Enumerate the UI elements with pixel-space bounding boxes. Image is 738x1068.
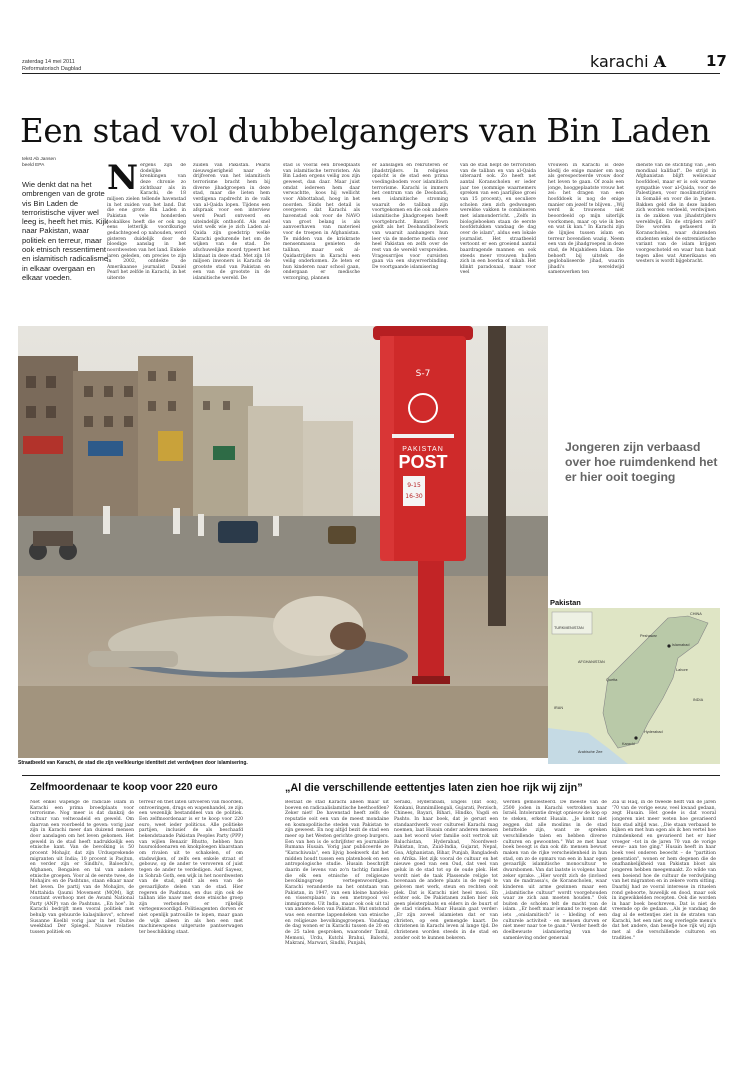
subsection-2-column-4: Zia ul Haq, in de tweede helft van de jaren '70 van de vorige eeuw, veel kwaad gedaan, zegt Husain. Het goede is dat vooral jongeren niet meer weten hoe gevarieerd hun stad altijd was. ,,Die staan verbaasd te kijken en met hun ogen als ik hen vertel hoe ruimdenkend en gevarieerd het er hier vroeger –tot in de jaren 70 van de vorige eeuw– aan toe ging." Husain heeft in haar boek veel onderen beoecht – de "partition generation", wonen er hem degenen die de onafhankelijkheid van Pakistan bloot als jongeren hebben meegemaakt. Zo wilde van een boeiend hoe de cultuur de verdwijning van het migranten en in zekere vorm sitting. Daarbij had ze vooral interesse in rituelen rond geboorte, huwelijk en dood, maar ook in ingewikkelden recepten. Ook die worden in haar boek beschreven. Dat is niet de vreemde op de gedaan. ,,Als je vandaag de dag al de eettentjes ziet in de straten van Karachi, het een niet nog overlegde menu's dat het andere, dan besefje hoe rijk wij zijn met al die verschillende culturen en tradities." [612,800,716,941]
mailbox-number: S-7 [415,369,431,379]
section-name: karachi [590,52,649,71]
subsection-2-column-1: Bestaat de stad Karachi alleen maar uit boeven en radicaalislamitische heethoofden? Zeker niet! De havenstad heeft zelfs de reputatie ooit een van de meest mondaine en kosmopolitische steden van Pakistan te zijn geweest. En nog altijd bezit de stad een meer op het Westen gerichte groep burgers. Een van hen is de schrijfster en journaliste Rumana Husain. Vorig jaar publiceerde ze "Karachiwala", een lijvig boekwerk dat het midden houdt tussen een platenboek en een antropologische studie. Husain beschrijft daarin de levens van zo'n tachtig families die elk een etnische of religieuze bevolkingsgroep vertegenwoordigen. Karachi veranderde na het ontstaan van Pakistan, in 1947, van een kleine handels- en vissersplaats in een metropool vol immigranten. Uit India, maar ook ook uit tal van andere delen van Pakistan. Wat ontstond was een enorme lappendeken van etnische en religieuze bevolkingsgroepen. Vandaag de dag wonen er in Karachi tussen de 20 en de 25 talen gesproken, waaronder Tamil, Memoni, Urdu, Kutchi Brahui, Balochi, Makrani, Marwari, Sindhi, Punjabi, [285,800,389,947]
article-column-1 [107,163,186,323]
map-label-arabian-sea: Arabische Zee [578,750,603,754]
date: zaterdag 14 mei 2011 [22,59,75,65]
credit [22,157,56,169]
street-photo-graphic [18,326,548,758]
subsection-1-column-2: terreur en thet laten uitvoeren van moorden, ontvoeringen, drugs en wapenhandel, ze zijn een wezenlijk bestanddeel van de politiek. Een zelfmoordenaar is er te koop voor 220 euro, weet ieder politicus. Alle politieke partijen, inclusief de als beschaafd bekendstaande Pakistan Peoples Party (PPP) van wijlen Benazir Bhutto, hebben hun huursoldoenaren en knokploegen klaarstaan om rivalen uit te schakelen, of om stadswijken, of zelfs een enkele straat of gebouw, op de ander te veroveren of juist tegen de ander te verdedigen. Asif Sayeez, in Sohrab Goth, een wijk in het noordwesten van de stad, geldt als een van de gevaarlijkste delen van de stad. Hier regeren de Pashtuns, en dus zijn ook de taliban idie naaw met deze etnische groep zijn verbonden er rijkelijk vertegenwoordigd. Politieagenten dorven er niet openlijk patrouille te lopen, maar gaan de wijk alleen in als hen een met machinewapens uitgeruste pantserwagen ter beschikking staat. [139,800,243,936]
article-column-7: dienste van de stichting van ,,een mondiaal kalifaat". De strijd in Afghanistan blijft weliswaar hoofddoel, maar er is ook warme sympathie voor al-Qaida, voor de Palestijnen, voor moslimstrijders in Somalië en voor die in Jemen. Bakken geld die in deze landen zich worden verdeeld, verdwijnen in de zakken van jihadstrijders wereldwijd. En de strijders zelf? Die worden gefaseerd in Koranscholen, waar duizenden studenten enkel de extremistische variant van de islam krijgen voorgeschoteld en waar hun haat tegen alles wat Amerikaans en westers is wordt bijgebracht. [636,163,716,265]
mailbox-title: POST [398,452,448,472]
headline: Een stad vol dubbelgangers van Bin Laden [20,112,711,150]
section-label [590,52,666,71]
drop-cap: N [107,163,139,198]
article-column-5: van de stad helpt de terroristen van de taliban en van al-Qaida uiteraard ook. Zo heeft net aantal Koranscholen er ieder jaar toe (sommige waarnemers spreken van een jaarlijkse groei van 15 procent), en seculiere scholen zien zich gedwongen wereldse vakken te combineren met islamonderricht. ,,Zelfs in biologieboeken staan de eerste hoofdstukken vandaag de dag over de islam", aldus een lokale journalist. Het straatbeeld vertoont er een groeiend aantal baardragende mannen en ook steeds meer vrouwen hullen zich in een boerka of nikab. Het klinkt paradoxaal, maar voor veel [460,163,536,276]
header-rule [22,73,720,74]
subsection-2-title: „Al die verschillende eettentjes laten zien hoe rijk wij zijn” [285,782,583,794]
map-label-karachi: Karachi [622,742,635,746]
photo-caption: Straatbeeld van Karachi, de stad die zijn veelkleurige identiteit ziet verdwijnen door islamisering. [18,760,248,766]
credit-photo: beeld EPA [22,163,45,168]
map-label-turkmenistan: TURKMENISTAN [554,626,584,630]
pakistan-map-graphic [548,598,720,764]
pakistan-map [548,598,720,764]
lower-rule [22,775,720,776]
map-label-china: CHINA [690,612,702,616]
map-label-quetta: Quetta [606,678,618,682]
map-label-islamabad: Islamabad [672,643,690,647]
map-label-hyderabad: Hyderabad [644,730,663,734]
map-label-india: INDIA [693,698,704,702]
article-column-2: zuiden van Pakistan. Pearls nieuwsgierigheid naar de drijfveren van het islamitisch terrorisme bracht hem bij diverse jihadgroepen in deze stad, maar die lieten hem verdigena rapdrecht in de valk van al-Qaida lopen. Tijdens een afspraak voor een interview werd Pearl ontvoerd en uiteindelijk onthoofd. Als snel wist welk wie je zich Laden al-Qaida zijn goedstrip welke Karachi gedurende het om de wijken van de stad. De afschuwelijke moord typeert het klimaat in deze stad. Met zijn 18 miljoen inwoners is Karachi de grootste stad van Pakistan en een van de grootste in de islamitische wereld. De [193,163,270,282]
date-block [22,59,81,72]
map-title: Pakistan [550,598,581,607]
section-mark: A [653,52,667,71]
paper-name: Reformatorisch Dagblad [22,65,82,72]
mailbox-brand: PAKISTAN [402,446,444,453]
subsection-1-column-1: Niet enkel wapenge de radicale islam in Karachi een prima broedplaats voor terrorisme. Nog meer is dat dankzij de cultuur van veltwoadeid en geweld. Om daarvan een voorbeeld te geven: vorig jaar zijn in Karachi meer dan duizend mensen door aanslagen om het leven gekomen. Het geweld in de stad heeft nadrukkelijk een etnische kant. Van de bevolking is 50 procent Mohajir, dat zijn Urdusprekende migranten uit India; 10 procent is Pasjtun, en verder zijn er Sindhi's, Baloechi's, Afghanen, Bengalen en tal van andere etnische groepen. Voor al de eerste twee, de Mohajirs en de Pashtuns, staan elkaar naar het leven. De partij van de Mohajirs, de Muttahida Qaumi Movement (MQM), ligt constant overhoop met de Awami National Party (ANP) van de Pashtuns. ,,En hoe". In Karachi bedrijft men vooral politiek met behulp van gehuurde kalasjnikovs", schreef Susanne Koelbl vorig jaar in het Duitse weekblad Der Spiegel. Nauwe relaties tussen politiek en [30,800,134,936]
credit-text: tekst Ab Jansen [22,157,56,162]
article-column-6: vrouwen in Karachi is deze kledij de enige manier om nog als gerespecteerde vrouw door het leven te gaan. Of zoals een jonge, hooggeplaatste vrouw het zei: het dragen van een hoofddoek is nog de enige manier om jezelf te blijven. ,,Wij werd ik trouwens niet beoordeeld op mijn uiterlijk voorkomen, maar op wie ik ben en wat ik kan." In Karachi zijn de lijnjies tussen islam en terreur bovendien wazig. Neem een van de jihadgroepen in deze stad, de Mujahideen Islam. Die behoeft bij uitstek de geglobaliseerde jihad, waarin jihadi's wereldwijd samenwerken ten [548,163,624,276]
pull-quote: Jongeren zijn verbaasd over hoe ruimdenkend het er hier ooit toeging [565,440,718,484]
subsection-2-column-3: werden gemolesteerd. De meeste van de 2500 joden in Karachi vertrokken naar Israël. Intolerantie dreigt opnieuw de kop op te steken, erkent Husain. ,,Je komt niet zeggen dat alle moslims in de stad betuttelde zijn, want ze spreken verschillende talen en hebben diverse culturen en gewoonten." Wat ze met haar boek beoogt is dan ook dit: mensen bewust maken van de rijke verscheidenheid in hun stad, om zo de opmars van een in haar ogen gevaarlijk islamitische monocultuur te dwarsbomen. Van dat laatste is volgens haar zeker sprake. ,,Hier wordt zich de (invloed van de madrassa's, de Koranscholen, waar kinderen uit arme gezinnen maar een ,,islamitische cultuur" wordt voorgehouden waar ze zich aan moeten houden." Ook buiten de scholen telt de macht van de islam. ,,Er hoeft maar iemand te roepen dat iets ,,onislamitisch" is - kleding of een culturele activiteit - en mensen durven er niet meer naar toe te gaan." Verder heeft de doelbewuste islamisering van de samenleving onder generaal [503,800,607,941]
article-column-4: er aanslagen en rekruteren er jihadstrijders. In religieus opzicht is de stad een prima voedingsbodem voor islamitisch terrorisme. Karachi is immers het centrum van de Deobandi, een islamitische stroming waaruit de taliban zijn voortgekomen en die ook andere islamitische jihadgroepen heeft voortgebracht. Banuri Town geldt als het Deobandibolwerk van waaruit aanhangers hun leer via de moderne media over heel Pakistan en zelfs over de rest van de wereld verspreiden. Vrageusrrijes voor cursisten gaan via een sluyerverbinding. De voortgaande islamisering [372,163,448,270]
street-photo [18,326,548,758]
subsection-2-column-2: Seraiki, Hyderabadi, Engels (dat ook), Konkani, Bunnimillengali, Gujarati, Perzisch, Chinees, Bayari, Bihari, Hindko, Vagdi en Pashto. In haar boek, dat je gerust een standaardwerk voor cultureel Karachi mag noemen, laat Husain onder anderen mensen aan het woord wier familie ooit vertrok uit Baluchistan, Hyderabad, Noordwest-Pakistan, Iran, Zuid-India, Gujarat, Nepal, Goa, Afghanistan, Bihar, Punjab, Bangladesh en Afrika. Het zijk vooral de cultuur en het nieuwe goed van een Oud, dat veel van geluk in de stad tot op de oude plek. Het wordt niet de taak Plassende religie tot bovenaan de andere plaats in de regel te geloven met werk, steun en rechten ooit plek. Dat is Karachi niet heel mooi. En echter ook. De Pakistanen zullen hier ook geen pleisterplaats en elders in de buurt of de stad vinden. Maar Husain gaat verder: ,,Er zijn zoveel islamieten dat er van christen, op een gemengde kaart. De christenen in Karachi leven al lange tijd. De christenen worden steeds in de stad en zonder ooit te kunnen bekeren. [394,800,498,941]
subsection-1-title: Zelfmoordenaar te koop voor 220 euro [30,782,218,793]
article-column-3: stad is vooral een broedplaats van islamitische terroristen. Als Bin Laden ergens veilig zou zijn geweest, dan daar. Maar juist omdat iedereen hem daar verwachtte, koos hij wellicht voor Abbottabad, hoog in het noorden. Sinds het detail is overgeven dat Karachi als havenstad ook voor de NAVO van groot belang is als aanvoerhaven van materieel voor de troepen in Afghanistan. Te midden van de kriskraste mensenmassa genieten de taliban, maar ook al-Qaidastrijders in Karachi een veilig onderkomen. Ze leten er hun kinderen naar school gaan, ondergaan er medische verzorging, plannen [283,163,360,282]
map-label-lahore: Lahore [676,668,688,672]
article-text-1: ergens zijn de dodelijke krenkingen van deze chronie zo zichtbaar als in Karachi, de 18 miljoen zielen tellende havenstad in het zuiden van het land. Dat die ene grote Bin Laden in Pakistan vele honderden lookalikes heeft die er ook nog eens letterlijk voordkurige gedachtegoed op nahouden, werd gisteren duidelijk door de bloedige aanslag in het noordwesten van het land. Enkele jaren geleden, om precies te zijn in 2002, ontdekte de Amerikaanse journalist Daniel Pearl het zelfde in Karachi, in het uiterste [107,163,186,282]
mailbox-hours-2: 16-30 [405,493,423,500]
intro: Wie denkt dat na het ombrengen van de grote vis Bin Laden de terroristische vijver wel leeg is, heeft het mis. Kijk naar Pakistan, waar politiek en terreur, maar ook etnisch ressentiment en islamitisch radicalisme in elkaar overgaan en elkaar voeden. [22,180,109,282]
page-number: 17 [706,52,727,70]
mailbox-hours-1: 9-15 [407,482,421,489]
map-label-afghanistan: AFGHANISTAN [578,660,605,664]
map-label-peshawar: Peshawar [640,634,657,638]
map-label-iran: IRAN [554,706,564,710]
